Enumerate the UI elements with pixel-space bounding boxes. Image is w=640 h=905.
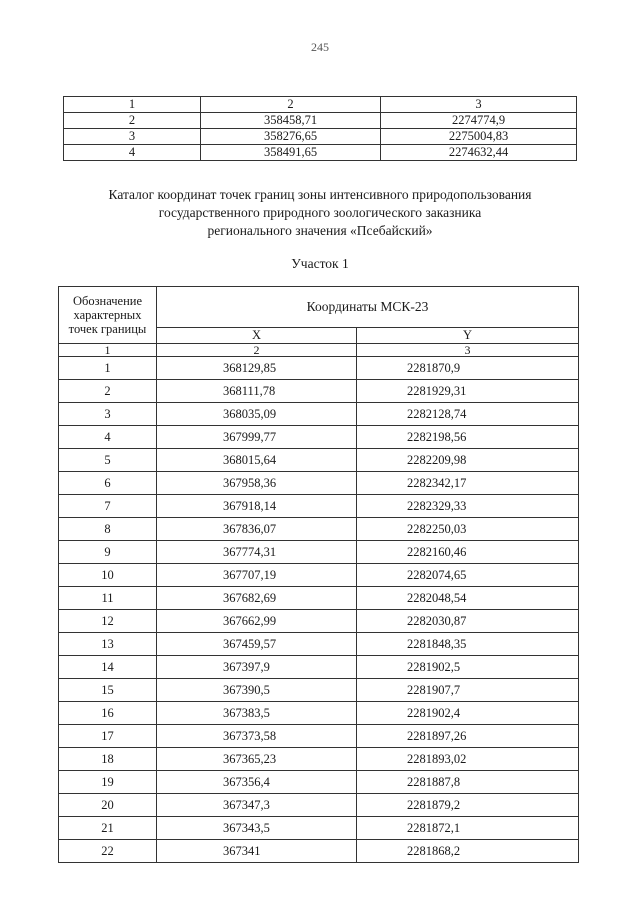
y-coordinate-cell: 2282074,65 [357, 564, 579, 587]
column-number-cell: 1 [59, 344, 157, 357]
catalog-title-line: регионального значения «Псебайский» [207, 223, 433, 238]
y-coordinate-cell: 2281893,02 [357, 748, 579, 771]
point-number-cell: 3 [59, 403, 157, 426]
table-header-row [59, 287, 579, 328]
point-number-cell: 22 [59, 840, 157, 863]
x-coordinate-cell: 367343,5 [157, 817, 357, 840]
table-row [64, 113, 577, 129]
x-coordinate-cell: 358491,65 [201, 145, 381, 161]
point-number-cell: 4 [59, 426, 157, 449]
y-coordinate-cell: 2282329,33 [357, 495, 579, 518]
x-coordinate-cell: 368111,78 [157, 380, 357, 403]
x-coordinate-cell: 367707,19 [157, 564, 357, 587]
x-coordinate-cell: 367662,99 [157, 610, 357, 633]
x-coordinate-cell: 367958,36 [157, 472, 357, 495]
y-coordinate-cell: 2281902,5 [357, 656, 579, 679]
top-table-header-row [64, 97, 577, 113]
y-coordinate-cell: 2281887,8 [357, 771, 579, 794]
table-row [59, 702, 579, 725]
point-number-cell: 7 [59, 495, 157, 518]
table-row [59, 357, 579, 380]
point-number-cell: 2 [64, 113, 201, 129]
table-row [59, 817, 579, 840]
x-coordinate-cell: 358276,65 [201, 129, 381, 145]
y-coordinate-cell: 2282128,74 [357, 403, 579, 426]
top-table-header-cell: 1 [64, 97, 201, 113]
y-coordinate-cell: 2282342,17 [357, 472, 579, 495]
section-title: Участок 1 [291, 256, 349, 271]
top-table-header-cell: 3 [381, 97, 577, 113]
page-number: 245 [311, 40, 329, 54]
x-coordinate-cell: 368015,64 [157, 449, 357, 472]
table-row [59, 748, 579, 771]
table-row [64, 129, 577, 145]
x-coordinate-cell: 367347,3 [157, 794, 357, 817]
table-row [59, 679, 579, 702]
table-row [59, 633, 579, 656]
x-coordinate-cell: 367365,23 [157, 748, 357, 771]
x-coordinate-cell: 367356,4 [157, 771, 357, 794]
y-coordinate-cell: 2282250,03 [357, 518, 579, 541]
y-coordinate-cell: 2281929,31 [357, 380, 579, 403]
coordinates-table [58, 286, 579, 863]
y-coordinate-cell: 2281897,26 [357, 725, 579, 748]
y-coordinate-cell: 2281907,7 [357, 679, 579, 702]
table-row [59, 725, 579, 748]
point-number-cell: 20 [59, 794, 157, 817]
point-designation-header: Обозначение характерных точек границы [59, 287, 157, 344]
x-coordinate-cell: 367383,5 [157, 702, 357, 725]
x-coordinate-cell: 367373,58 [157, 725, 357, 748]
x-coordinate-cell: 367682,69 [157, 587, 357, 610]
point-number-cell: 10 [59, 564, 157, 587]
point-number-cell: 11 [59, 587, 157, 610]
point-number-cell: 9 [59, 541, 157, 564]
point-number-cell: 8 [59, 518, 157, 541]
table-row [59, 472, 579, 495]
x-coordinate-cell: 367918,14 [157, 495, 357, 518]
table-row [59, 541, 579, 564]
catalog-title [40, 186, 600, 240]
y-coordinate-cell: 2282030,87 [357, 610, 579, 633]
point-number-cell: 5 [59, 449, 157, 472]
point-number-cell: 6 [59, 472, 157, 495]
y-coordinate-cell: 2282198,56 [357, 426, 579, 449]
table-row [59, 564, 579, 587]
point-number-cell: 3 [64, 129, 201, 145]
point-number-cell: 17 [59, 725, 157, 748]
point-number-cell: 13 [59, 633, 157, 656]
x-coordinate-cell: 367390,5 [157, 679, 357, 702]
coordinates-system-header: Координаты МСК-23 [157, 287, 579, 328]
y-coordinate-cell: 2281870,9 [357, 357, 579, 380]
x-coordinate-cell: 368129,85 [157, 357, 357, 380]
table-row [59, 380, 579, 403]
point-number-cell: 18 [59, 748, 157, 771]
catalog-title-line: Каталог координат точек границ зоны интенсивного природопользования [108, 187, 532, 202]
point-number-cell: 1 [59, 357, 157, 380]
y-coordinate-cell: 2282048,54 [357, 587, 579, 610]
table-row [59, 656, 579, 679]
table-row [59, 840, 579, 863]
y-coordinate-cell: 2275004,83 [381, 129, 577, 145]
table-row [59, 771, 579, 794]
column-number-row [59, 344, 579, 357]
point-number-cell: 16 [59, 702, 157, 725]
x-coordinate-cell: 367459,57 [157, 633, 357, 656]
y-coordinate-cell: 2282209,98 [357, 449, 579, 472]
x-coordinate-cell: 367836,07 [157, 518, 357, 541]
table-row [59, 426, 579, 449]
point-number-cell: 15 [59, 679, 157, 702]
table-row [59, 794, 579, 817]
y-coordinate-cell: 2282160,46 [357, 541, 579, 564]
point-number-cell: 4 [64, 145, 201, 161]
y-coordinate-cell: 2274632,44 [381, 145, 577, 161]
x-coordinate-cell: 358458,71 [201, 113, 381, 129]
y-coordinate-cell: 2281872,1 [357, 817, 579, 840]
table-row [59, 587, 579, 610]
y-coordinate-cell: 2281902,4 [357, 702, 579, 725]
y-coordinate-cell: 2281879,2 [357, 794, 579, 817]
table-row [59, 495, 579, 518]
point-number-cell: 14 [59, 656, 157, 679]
point-number-cell: 12 [59, 610, 157, 633]
y-coordinate-cell: 2281848,35 [357, 633, 579, 656]
x-coordinate-cell: 367999,77 [157, 426, 357, 449]
top-table-header-cell: 2 [201, 97, 381, 113]
point-number-cell: 21 [59, 817, 157, 840]
x-axis-header: X [157, 328, 357, 344]
y-coordinate-cell: 2274774,9 [381, 113, 577, 129]
x-coordinate-cell: 368035,09 [157, 403, 357, 426]
top-coordinates-table [63, 96, 577, 161]
table-row [59, 518, 579, 541]
x-coordinate-cell: 367397,9 [157, 656, 357, 679]
table-row [64, 145, 577, 161]
point-number-cell: 19 [59, 771, 157, 794]
catalog-title-line: государственного природного зоологического заказника [158, 205, 482, 220]
column-number-cell: 2 [157, 344, 357, 357]
table-row [59, 610, 579, 633]
x-coordinate-cell: 367774,31 [157, 541, 357, 564]
table-row [59, 449, 579, 472]
column-number-cell: 3 [357, 344, 579, 357]
table-row [59, 403, 579, 426]
point-number-cell: 2 [59, 380, 157, 403]
x-coordinate-cell: 367341 [157, 840, 357, 863]
y-coordinate-cell: 2281868,2 [357, 840, 579, 863]
y-axis-header: Y [357, 328, 579, 344]
